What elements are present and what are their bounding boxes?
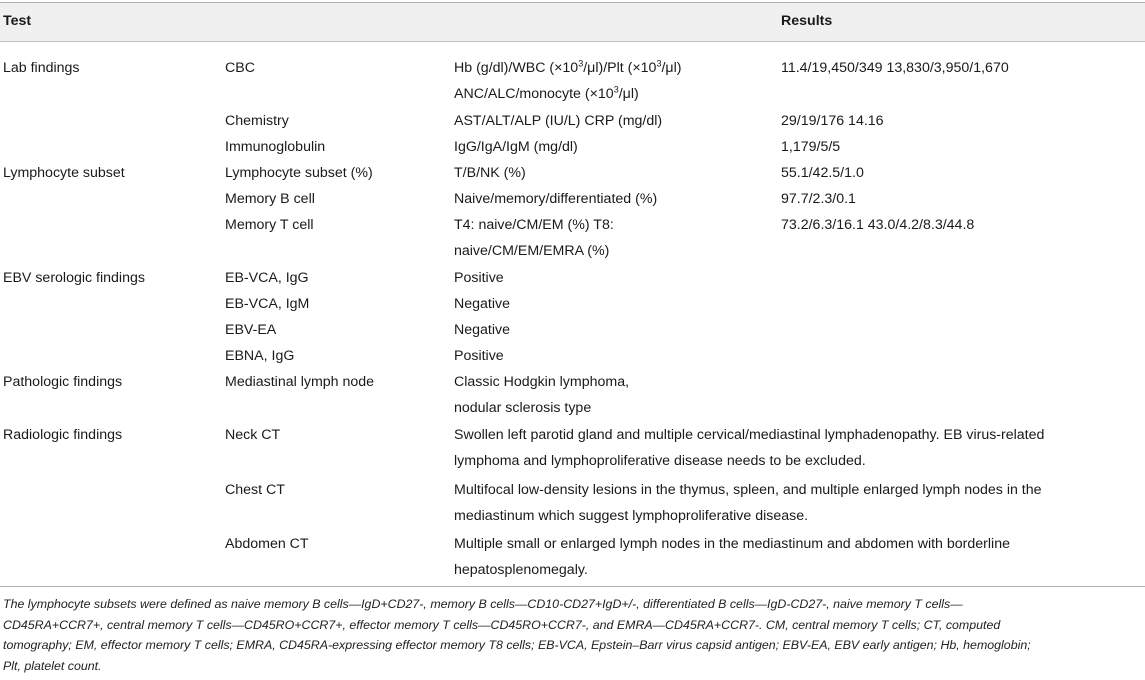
category-pathologic: Pathologic findings: [3, 374, 123, 390]
category-lymphocyte-subset: Lymphocyte subset: [3, 165, 125, 181]
immunoglobulin-result: 1,179/5/5: [781, 139, 841, 155]
ebna-igg-description: Positive: [454, 348, 504, 364]
table-header: [0, 3, 1145, 42]
footnote-line: CD45RA+CCR7+, central memory T cells—CD45RO+CCR7+, effector memory T cells—CD45RO+CCR7-, and EMRA—CD45RA+CCR7-. CM, central memory T cells; CT, computed: [3, 617, 1001, 632]
subcategory-mediastinal-lymph-node: Mediastinal lymph node: [225, 374, 375, 390]
subcategory-abdomen-ct: Abdomen CT: [225, 536, 309, 552]
lymphocyte-subset-description: T/B/NK (%): [454, 165, 526, 181]
chest-ct-description-line2: mediastinum which suggest lymphoproliferative disease.: [454, 508, 809, 524]
category-lab-findings: Lab findings: [3, 60, 80, 76]
memory-t-cell-description-line2: naive/CM/EM/EMRA (%): [454, 243, 610, 259]
category-ebv-serologic: EBV serologic findings: [3, 270, 145, 286]
footnote-line: The lymphocyte subsets were defined as naive memory B cells—IgD+CD27-, memory B cells—CD10-CD27+IgD+/-, differentiated B cells—IgD-CD27-, naive memory T cells—: [3, 597, 963, 611]
cbc-description-line1: Hb (g/dl)/WBC $(\times 10^3/\mu l)$/Plt $(\times 10^3/\mu l)$: [454, 58, 682, 76]
neck-ct-description-line1: Swollen left parotid gland and multiple cervical/mediastinal lymphadenopathy. EB virus-related: [454, 427, 1045, 443]
subcategory-chest-ct: Chest CT: [225, 482, 285, 498]
subcategory-neck-ct: Neck CT: [225, 427, 281, 443]
header-test: Test: [3, 13, 32, 29]
footnote-line: Plt, platelet count.: [3, 658, 102, 673]
chemistry-description: AST/ALT/ALP (IU/L) CRP (mg/dl): [454, 113, 663, 129]
abdomen-ct-description-line2: hepatosplenomegaly.: [454, 562, 588, 578]
memory-t-cell-result: 73.2/6.3/16.1 43.0/4.2/8.3/44.8: [781, 217, 975, 233]
mediastinal-lymph-node-description-line2: nodular sclerosis type: [454, 400, 592, 416]
memory-b-cell-description: Naive/memory/differentiated (%): [454, 191, 658, 207]
subcategory-cbc: CBC: [225, 60, 255, 76]
eb-vca-igg-description: Positive: [454, 270, 504, 286]
subcategory-memory-b-cell: Memory B cell: [225, 191, 315, 207]
subcategory-ebv-ea: EBV-EA: [225, 322, 277, 338]
bottom-rule: [0, 586, 1145, 587]
category-radiologic: Radiologic findings: [3, 427, 123, 443]
cbc-result: 11.4/19,450/349 13,830/3,950/1,670: [781, 60, 1009, 76]
abdomen-ct-description-line1: Multiple small or enlarged lymph nodes in the mediastinum and abdomen with borderline: [454, 536, 1010, 552]
lymphocyte-subset-result: 55.1/42.5/1.0: [781, 165, 864, 181]
cbc-description-line2: ANC/ALC/monocyte $(\times 10^3/\mu l)$: [454, 84, 639, 102]
mediastinal-lymph-node-description-line1: Classic Hodgkin lymphoma,: [454, 374, 630, 390]
subcategory-chemistry: Chemistry: [225, 113, 289, 129]
memory-t-cell-description-line1: T4: naive/CM/EM (%) T8:: [454, 217, 614, 233]
subcategory-eb-vca-igm: EB-VCA, IgM: [225, 296, 310, 312]
subcategory-memory-t-cell: Memory T cell: [225, 217, 314, 233]
subcategory-immunoglobulin: Immunoglobulin: [225, 139, 326, 155]
subcategory-eb-vca-igg: EB-VCA, IgG: [225, 270, 309, 286]
subcategory-ebna-igg: EBNA, IgG: [225, 348, 295, 364]
chemistry-result: 29/19/176 14.16: [781, 113, 884, 129]
immunoglobulin-description: IgG/IgA/IgM (mg/dl): [454, 139, 578, 155]
subcategory-lymphocyte-subset: Lymphocyte subset (%): [225, 165, 373, 181]
neck-ct-description-line2: lymphoma and lymphoproliferative disease needs to be excluded.: [454, 453, 866, 469]
footnote-line: tomography; EM, effector memory T cells; EMRA, CD45RA-expressing effector memory T8 cells; EB-VCA, Epstein–Barr virus capsid antigen; EBV-EA, EBV early antigen; Hb, hemoglobin;: [3, 638, 1031, 652]
table-footnote: [3, 594, 1139, 676]
memory-b-cell-result: 97.7/2.3/0.1: [781, 191, 856, 207]
header-results: Results: [781, 13, 833, 29]
eb-vca-igm-description: Negative: [454, 296, 510, 312]
ebv-ea-description: Negative: [454, 322, 510, 338]
chest-ct-description-line1: Multifocal low-density lesions in the thymus, spleen, and multiple enlarged lymph nodes in the: [454, 482, 1042, 498]
